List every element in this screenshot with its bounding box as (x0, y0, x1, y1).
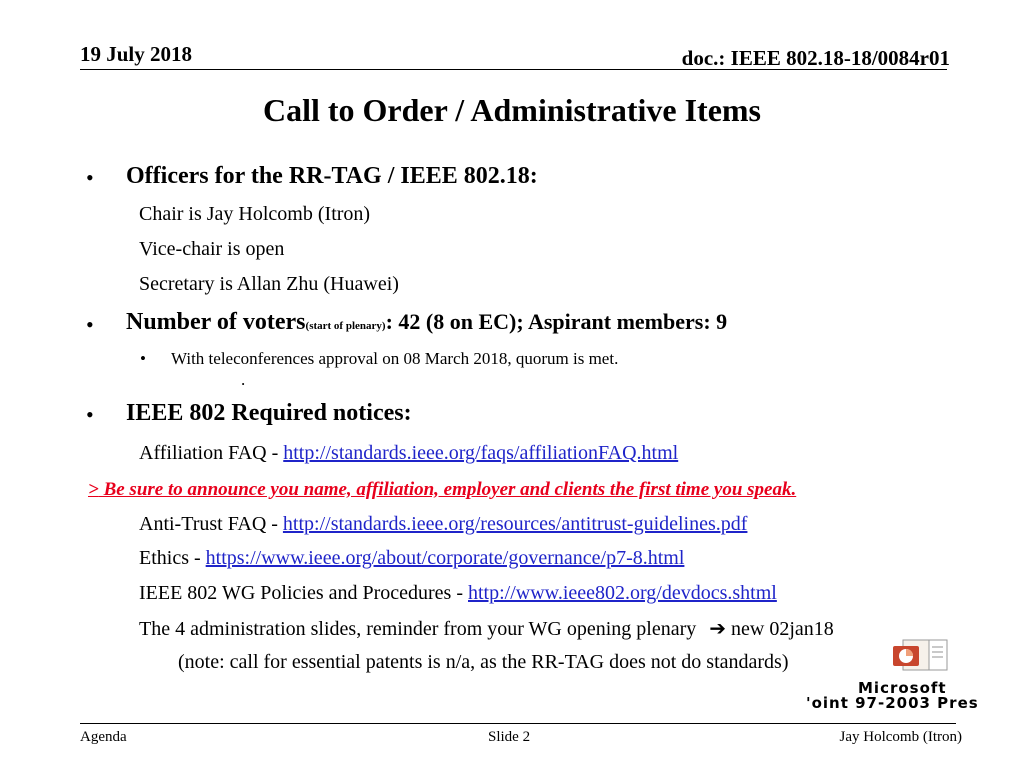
voters-rest: : 42 (8 on EC); Aspirant members: 9 (385, 309, 728, 334)
footer-author: Jay Holcomb (Itron) (839, 729, 962, 745)
footer-left: Agenda (80, 729, 127, 745)
affiliation-label: Affiliation FAQ - (139, 442, 284, 464)
embedded-object-label-1: Microsoft (858, 679, 947, 697)
sub-bullet-dot: • (140, 349, 146, 368)
arrow-right-icon: ➔ (709, 618, 727, 640)
antitrust-link[interactable]: http://standards.ieee.org/resources/antitrust-guidelines.pdf (282, 513, 748, 535)
footer-rule (80, 723, 956, 724)
voters-sub: (start of plenary) (305, 320, 386, 332)
policies-label: IEEE 802 WG Policies and Procedures - (139, 582, 468, 604)
bullet-dot: • (86, 402, 94, 427)
antitrust-label: Anti-Trust FAQ - (139, 513, 283, 535)
header-date: 19 July 2018 (80, 42, 193, 66)
officer-vice-chair: Vice-chair is open (139, 238, 285, 260)
admin-text: The 4 administration slides, reminder from your WG opening plenary (139, 618, 697, 640)
embedded-ppt-icon[interactable] (889, 638, 953, 674)
officers-heading: Officers for the RR-TAG / IEEE 802.18: (126, 163, 538, 189)
admin-new: new 02jan18 (726, 618, 834, 640)
quorum-note: With teleconferences approval on 08 March 2018, quorum is met. (171, 349, 619, 368)
affiliation-line (139, 442, 678, 465)
slide-title: Call to Order / Administrative Items (262, 92, 761, 128)
ethics-line (139, 547, 684, 570)
header-doc-id: doc.: IEEE 802.18-18/0084r01 (681, 46, 950, 70)
bullet-dot: • (86, 165, 94, 190)
policies-line (139, 582, 777, 605)
embedded-object-label-2: 'oint 97-2003 Pres (806, 694, 979, 712)
stray-dot: . (241, 370, 246, 389)
voters-line (126, 309, 727, 336)
voters-label: Number of voters (126, 309, 306, 335)
ethics-label: Ethics - (139, 547, 206, 569)
patent-note: (note: call for essential patents is n/a, as the RR-TAG does not do standards) (178, 651, 789, 673)
policies-link[interactable]: http://www.ieee802.org/devdocs.shtml (468, 582, 777, 604)
affiliation-link[interactable]: http://standards.ieee.org/faqs/affiliationFAQ.html (283, 442, 679, 464)
announce-text: Be sure to announce you name, affiliation, employer and clients the first time you speak. (98, 479, 797, 500)
footer-slide-number: Slide 2 (488, 729, 531, 745)
announce-line (88, 479, 796, 501)
ethics-link[interactable]: https://www.ieee.org/about/corporate/governance/p7-8.html (205, 547, 685, 569)
officer-secretary: Secretary is Allan Zhu (Huawei) (139, 273, 399, 295)
header-rule (80, 69, 947, 70)
admin-slides-line (139, 616, 834, 641)
announce-mark: > (88, 479, 99, 500)
officer-chair: Chair is Jay Holcomb (Itron) (139, 203, 371, 225)
antitrust-line (139, 513, 747, 536)
bullet-dot: • (86, 312, 94, 337)
notices-heading: IEEE 802 Required notices: (126, 400, 412, 426)
